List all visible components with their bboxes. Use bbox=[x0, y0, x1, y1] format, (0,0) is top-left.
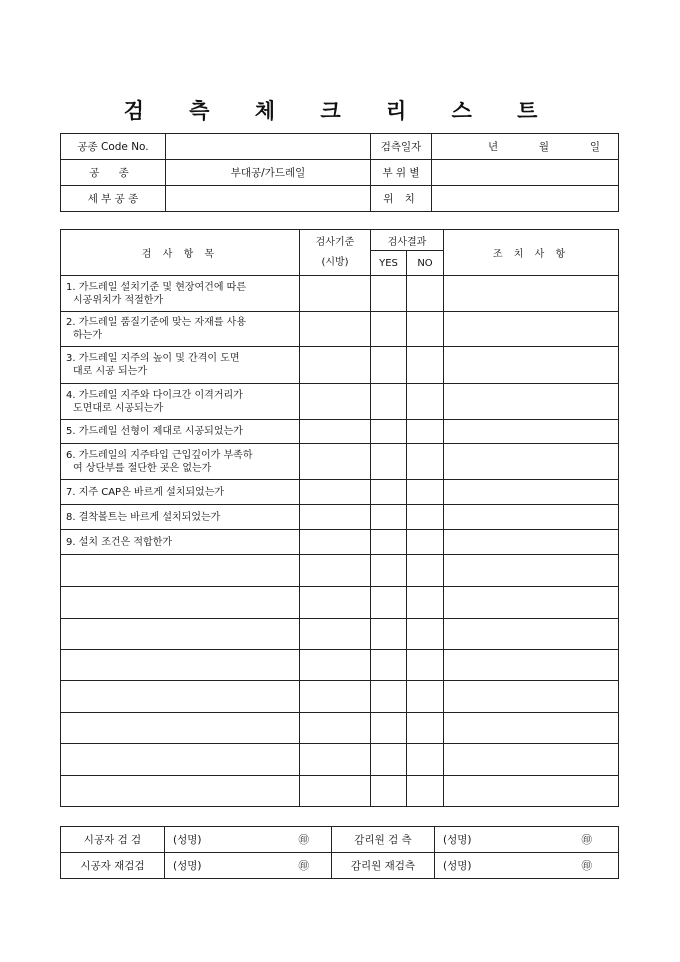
checklist-item-line: 여 상단부를 절단한 곳은 없는가 bbox=[73, 462, 212, 474]
contractor-inspect-stamp[interactable]: ㊞ bbox=[245, 827, 332, 853]
header-table bbox=[60, 133, 619, 212]
contractor-reinspect-name-label: (성명) bbox=[165, 853, 245, 879]
standard-cell[interactable] bbox=[300, 276, 371, 312]
standard-cell[interactable] bbox=[300, 650, 371, 681]
checklist-row bbox=[61, 530, 619, 555]
checklist-blank-row bbox=[61, 555, 619, 587]
checklist-item-line: 8. 결착볼트는 바르게 설치되었는가 bbox=[66, 511, 221, 523]
standard-cell[interactable] bbox=[300, 444, 371, 480]
action-cell[interactable] bbox=[444, 384, 619, 420]
work-label: 공 종 bbox=[61, 160, 166, 186]
action-cell[interactable] bbox=[444, 276, 619, 312]
no-cell[interactable] bbox=[407, 276, 444, 312]
checklist-row bbox=[61, 384, 619, 420]
standard-cell[interactable] bbox=[300, 480, 371, 505]
page-title: 검 측 체 크 리 스 트 bbox=[123, 98, 557, 123]
supervisor-inspect-name-label: (성명) bbox=[435, 827, 544, 853]
standard-cell[interactable] bbox=[300, 619, 371, 650]
contractor-inspect-name-label: (성명) bbox=[165, 827, 245, 853]
supervisor-reinspect-name-label: (성명) bbox=[435, 853, 544, 879]
checklist-item-line: 5. 가드레일 선형이 제대로 시공되었는가 bbox=[66, 426, 243, 437]
yes-cell[interactable] bbox=[371, 530, 407, 555]
col-yes-header: YES bbox=[371, 251, 407, 276]
detail-work-label: 세 부 공 종 bbox=[61, 186, 166, 212]
contractor-reinspect-label: 시공자 재검검 bbox=[61, 853, 165, 879]
item-cell[interactable] bbox=[61, 776, 300, 807]
standard-cell[interactable] bbox=[300, 713, 371, 744]
col-standard-header bbox=[300, 230, 371, 276]
no-cell[interactable] bbox=[407, 347, 444, 384]
standard-cell[interactable] bbox=[300, 776, 371, 807]
checklist-row bbox=[61, 444, 619, 480]
inspect-date-field[interactable] bbox=[432, 134, 619, 160]
yes-cell[interactable] bbox=[371, 776, 407, 807]
yes-cell[interactable] bbox=[371, 713, 407, 744]
part-field[interactable] bbox=[432, 160, 619, 186]
standard-cell[interactable] bbox=[300, 555, 371, 587]
no-cell[interactable] bbox=[407, 713, 444, 744]
supervisor-reinspect-label: 감리원 재검측 bbox=[332, 853, 435, 879]
checklist-blank-row bbox=[61, 650, 619, 681]
standard-cell[interactable] bbox=[300, 744, 371, 776]
inspect-date-label: 검측일자 bbox=[371, 134, 432, 160]
action-cell[interactable] bbox=[444, 744, 619, 776]
col-action-header: 조 치 사 항 bbox=[444, 230, 619, 276]
checklist-blank-row bbox=[61, 713, 619, 744]
checklist-item bbox=[61, 505, 300, 530]
location-label: 위 치 bbox=[371, 186, 432, 212]
checklist-blank-row bbox=[61, 587, 619, 619]
checklist-item-line: 9. 설치 조건은 적합한가 bbox=[66, 536, 173, 548]
yes-cell[interactable] bbox=[371, 744, 407, 776]
item-cell[interactable] bbox=[61, 713, 300, 744]
yes-cell[interactable] bbox=[371, 312, 407, 347]
checklist-item-line: 1. 가드레일 설치기준 및 현장여건에 따른 bbox=[66, 281, 246, 293]
action-cell[interactable] bbox=[444, 312, 619, 347]
checklist-row bbox=[61, 505, 619, 530]
date-year-label: 년 bbox=[488, 141, 499, 153]
no-cell[interactable] bbox=[407, 420, 444, 444]
standard-cell[interactable] bbox=[300, 347, 371, 384]
standard-cell[interactable] bbox=[300, 420, 371, 444]
col-standard-line1: 검사기준 bbox=[315, 236, 355, 248]
item-cell[interactable] bbox=[61, 555, 300, 587]
checklist-item-line: 4. 가드레일 지주와 다이크간 이격거리가 bbox=[66, 389, 243, 401]
checklist-table bbox=[60, 229, 619, 807]
action-cell[interactable] bbox=[444, 619, 619, 650]
checklist-item-line: 2. 가드레일 품질기준에 맞는 자재를 사용 bbox=[66, 317, 246, 328]
no-cell[interactable] bbox=[407, 384, 444, 420]
checklist-row bbox=[61, 276, 619, 312]
yes-cell[interactable] bbox=[371, 505, 407, 530]
yes-cell[interactable] bbox=[371, 681, 407, 713]
checklist-item-line: 하는가 bbox=[73, 330, 102, 341]
supervisor-reinspect-stamp[interactable]: ㊞ bbox=[544, 853, 619, 879]
signature-table bbox=[60, 826, 619, 879]
yes-cell[interactable] bbox=[371, 619, 407, 650]
checklist-item-line: 대로 시공 되는가 bbox=[73, 366, 147, 377]
yes-cell[interactable] bbox=[371, 420, 407, 444]
item-cell[interactable] bbox=[61, 650, 300, 681]
col-result-header: 검사결과 bbox=[371, 230, 444, 251]
action-cell[interactable] bbox=[444, 530, 619, 555]
checklist-row bbox=[61, 420, 619, 444]
no-cell[interactable] bbox=[407, 650, 444, 681]
action-cell[interactable] bbox=[444, 776, 619, 807]
no-cell[interactable] bbox=[407, 480, 444, 505]
col-items-header: 검 사 항 목 bbox=[61, 230, 300, 276]
standard-cell[interactable] bbox=[300, 530, 371, 555]
yes-cell[interactable] bbox=[371, 587, 407, 619]
contractor-reinspect-stamp[interactable]: ㊞ bbox=[245, 853, 332, 879]
no-cell[interactable] bbox=[407, 776, 444, 807]
checklist-blank-row bbox=[61, 619, 619, 650]
checklist-row bbox=[61, 347, 619, 384]
no-cell[interactable] bbox=[407, 312, 444, 347]
checklist-item-line: 7. 지주 CAP은 바르게 설치되었는가 bbox=[66, 486, 225, 498]
standard-cell[interactable] bbox=[300, 587, 371, 619]
col-standard-line2: (시방) bbox=[321, 256, 349, 268]
detail-work-field[interactable] bbox=[166, 186, 371, 212]
action-cell[interactable] bbox=[444, 555, 619, 587]
date-day-label: 일 bbox=[589, 141, 600, 153]
col-no-header: NO bbox=[407, 251, 444, 276]
no-cell[interactable] bbox=[407, 619, 444, 650]
yes-cell[interactable] bbox=[371, 444, 407, 480]
standard-cell[interactable] bbox=[300, 681, 371, 713]
part-label: 부 위 별 bbox=[371, 160, 432, 186]
action-cell[interactable] bbox=[444, 444, 619, 480]
checklist-item bbox=[61, 276, 300, 312]
action-cell[interactable] bbox=[444, 587, 619, 619]
checklist-item bbox=[61, 480, 300, 505]
item-cell[interactable] bbox=[61, 744, 300, 776]
contractor-inspect-label: 시공자 검 검 bbox=[61, 827, 165, 853]
checklist-item bbox=[61, 384, 300, 420]
checklist-item-line: 3. 가드레일 지주의 높이 및 간격이 도면 bbox=[66, 353, 240, 364]
work-value: 부대공/가드레일 bbox=[166, 160, 371, 186]
checklist-item-line: 시공위치가 적절한가 bbox=[73, 294, 164, 306]
action-cell[interactable] bbox=[444, 480, 619, 505]
work-code-label: 공종 Code No. bbox=[61, 134, 166, 160]
checklist-body bbox=[61, 276, 619, 807]
location-field[interactable] bbox=[432, 186, 619, 212]
work-code-field[interactable] bbox=[166, 134, 371, 160]
no-cell[interactable] bbox=[407, 444, 444, 480]
standard-cell[interactable] bbox=[300, 312, 371, 347]
supervisor-inspect-label: 감리원 검 측 bbox=[332, 827, 435, 853]
checklist-item bbox=[61, 347, 300, 384]
item-cell[interactable] bbox=[61, 587, 300, 619]
yes-cell[interactable] bbox=[371, 480, 407, 505]
yes-cell[interactable] bbox=[371, 347, 407, 384]
date-month-label: 월 bbox=[538, 141, 550, 153]
action-cell[interactable] bbox=[444, 681, 619, 713]
item-cell[interactable] bbox=[61, 681, 300, 713]
no-cell[interactable] bbox=[407, 555, 444, 587]
yes-cell[interactable] bbox=[371, 650, 407, 681]
checklist-item-line: 6. 가드레일의 지주타입 근입깊이가 부족하 bbox=[66, 449, 253, 461]
no-cell[interactable] bbox=[407, 744, 444, 776]
action-cell[interactable] bbox=[444, 713, 619, 744]
no-cell[interactable] bbox=[407, 530, 444, 555]
no-cell[interactable] bbox=[407, 681, 444, 713]
checklist-blank-row bbox=[61, 776, 619, 807]
checklist-blank-row bbox=[61, 681, 619, 713]
checklist-item bbox=[61, 420, 300, 444]
action-cell[interactable] bbox=[444, 650, 619, 681]
no-cell[interactable] bbox=[407, 505, 444, 530]
item-cell[interactable] bbox=[61, 619, 300, 650]
yes-cell[interactable] bbox=[371, 276, 407, 312]
checklist-row bbox=[61, 312, 619, 347]
action-cell[interactable] bbox=[444, 420, 619, 444]
yes-cell[interactable] bbox=[371, 384, 407, 420]
supervisor-inspect-stamp[interactable]: ㊞ bbox=[544, 827, 619, 853]
yes-cell[interactable] bbox=[371, 555, 407, 587]
checklist-row bbox=[61, 480, 619, 505]
checklist-item bbox=[61, 530, 300, 555]
checklist-item bbox=[61, 312, 300, 347]
standard-cell[interactable] bbox=[300, 384, 371, 420]
standard-cell[interactable] bbox=[300, 505, 371, 530]
no-cell[interactable] bbox=[407, 587, 444, 619]
action-cell[interactable] bbox=[444, 347, 619, 384]
checklist-item bbox=[61, 444, 300, 480]
checklist-blank-row bbox=[61, 744, 619, 776]
action-cell[interactable] bbox=[444, 505, 619, 530]
checklist-item-line: 도면대로 시공되는가 bbox=[73, 402, 164, 414]
